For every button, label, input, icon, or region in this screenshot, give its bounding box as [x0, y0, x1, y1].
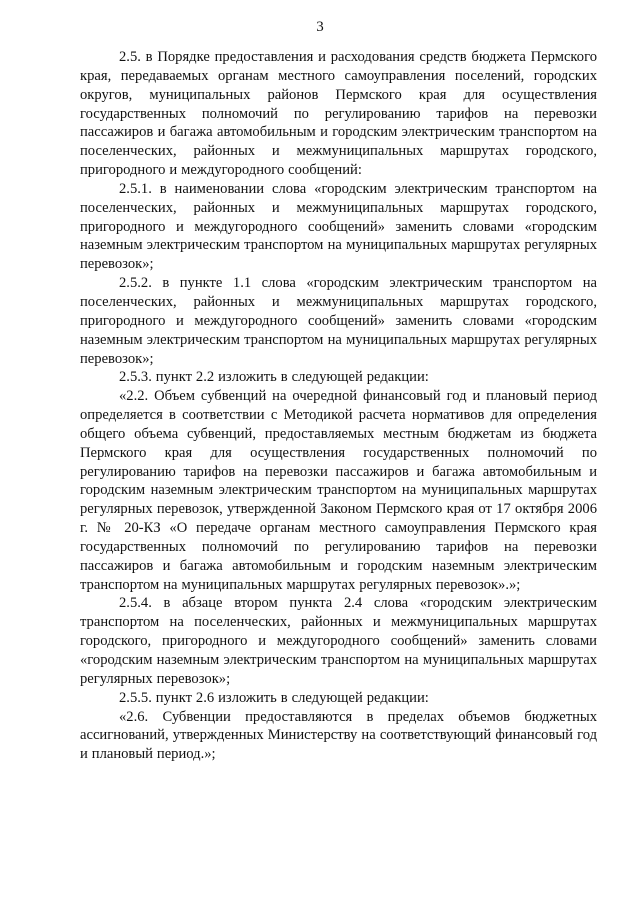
page-number: 3	[316, 19, 324, 35]
paragraph-2-5-2: 2.5.2. в пункте 1.1 слова «городским электрическим транспортом на поселенческих, районных и межмуниципальных маршрутах городского, пригородного и междугородного сообщений» заменить словами «городским наземным электрическим транспортом на муниципальных маршрутах регулярных перевозок»;	[80, 275, 597, 367]
paragraph-2-5-4: 2.5.4. в абзаце втором пункта 2.4 слова «городским электрическим транспортом на поселенческих, районных и межмуниципальных маршрутах городского, пригородного и междугородного сообщений» заменить словами «городским наземным электрическим транспортом на муниципальных маршрутах регулярных перевозок»;	[80, 595, 597, 687]
paragraph-2-5: 2.5. в Порядке предоставления и расходования средств бюджета Пермского края, передаваемых органам местного самоуправления поселений, городских округов, муниципальных районов Пермского края для осуществления государственных полномочий по регулированию тарифов на перевозки пассажиров и багажа автомобильным и городским электрическим транспортом на поселенческих, районных и межмуниципальных маршрутах городского, пригородного и междугородного сообщений:	[80, 49, 597, 179]
quoted-clause-2-2: «2.2. Объем субвенций на очередной финансовый год и плановый период определяется в соответствии с Методикой расчета нормативов для определения общего объема субвенций, предоставляемых местным бюджетам из бюджета Пермского края для осуществления государственных полномочий по регулированию тарифов на перевозки пассажиров и багажа автомобильным и городским наземным электрическим транспортом на муниципальных маршрутах регулярных перевозок, утвержденной Законом Пермского края от 17 октября 2006 г. № 20-КЗ «О передаче органам местного самоуправления Пермского края государственных полномочий по регулированию тарифов на перевозки пассажиров и багажа автомобильным и городским наземным электрическим транспортом на муниципальных маршрутах регулярных перевозок».»;	[80, 388, 597, 593]
paragraph-2-5-1: 2.5.1. в наименовании слова «городским электрическим транспортом на поселенческих, районных и межмуниципальных маршрутах городского, пригородного и междугородного сообщений» заменить словами «городским наземным электрическим транспортом на муниципальных маршрутах регулярных перевозок»;	[80, 180, 597, 273]
quoted-clause-2-6: «2.6. Субвенции предоставляются в пределах объемов бюджетных ассигнований, утвержденных Министерству на соответствующий финансовый год и плановый период.»;	[80, 708, 597, 763]
paragraph-2-5-3: 2.5.3. пункт 2.2 изложить в следующей редакции:	[119, 369, 429, 386]
document-body	[80, 48, 597, 764]
paragraph-2-5-5: 2.5.5. пункт 2.6 изложить в следующей редакции:	[119, 689, 429, 706]
